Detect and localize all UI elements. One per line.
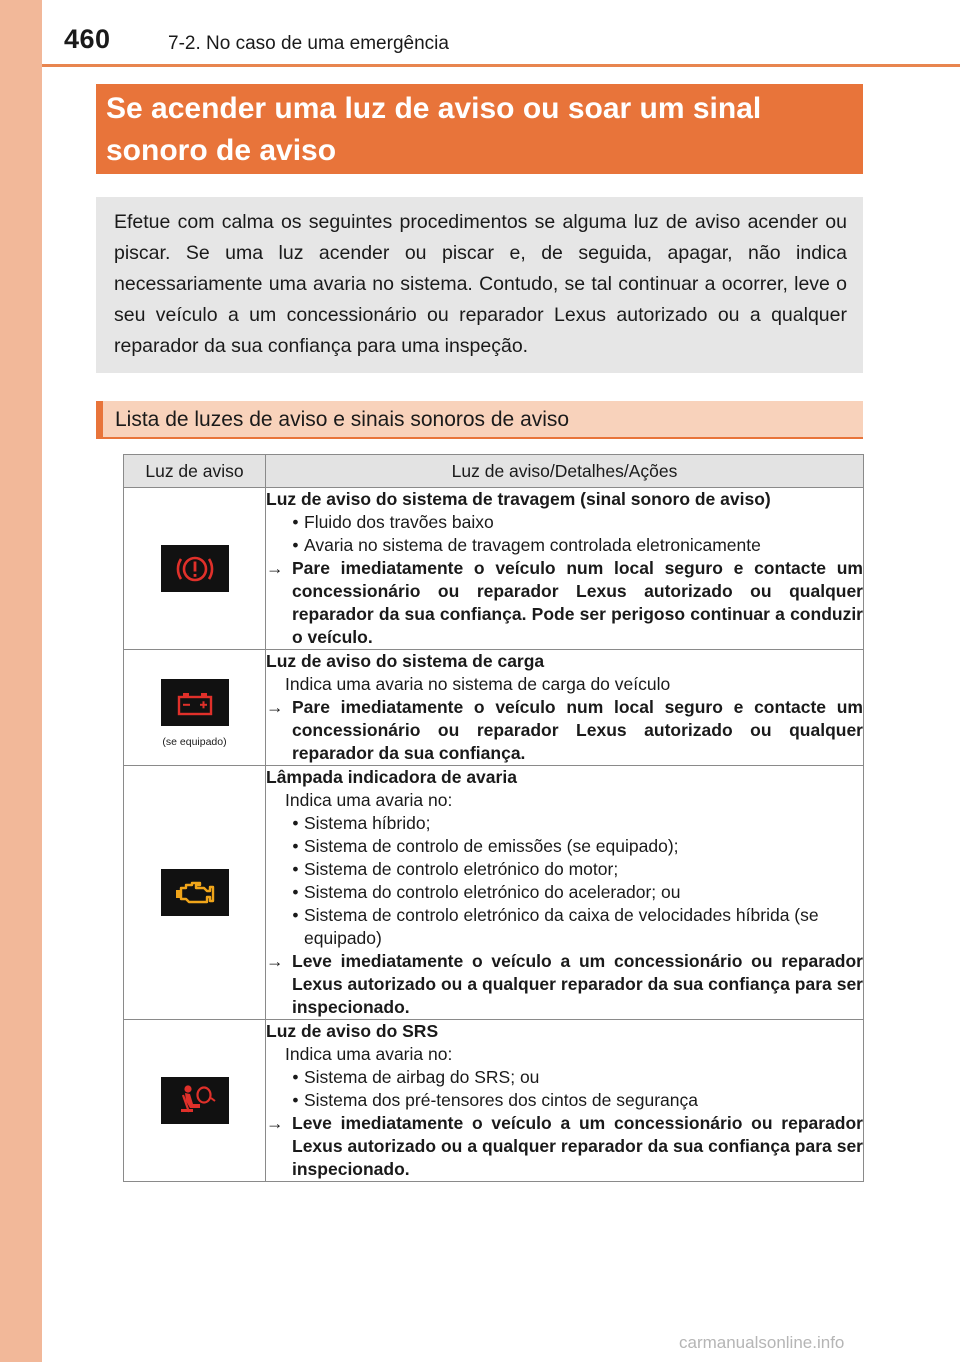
header-rule (42, 64, 960, 67)
warning-lights-table (123, 454, 864, 1182)
list-item: • Sistema de airbag do SRS; ou (266, 1066, 863, 1089)
details-cell (266, 650, 864, 766)
battery-charge-icon (161, 679, 229, 726)
page-number: 460 (64, 24, 111, 54)
column-header-details: Luz de aviso/Detalhes/Ações (266, 455, 864, 488)
details-cell (266, 1020, 864, 1182)
action-text: → Leve imediatamente o veículo a um concessionário ou reparador Lexus autorizado ou a qualquer reparador da sua confiança para ser inspecionado. (266, 950, 863, 1019)
warning-description: Indica uma avaria no sistema de carga do veículo (285, 674, 671, 694)
list-item: • Fluido dos travões baixo (266, 511, 863, 534)
table-row (124, 650, 864, 766)
table-row (124, 1020, 864, 1182)
warning-description: Indica uma avaria no: (285, 1044, 453, 1064)
section-heading: Lista de luzes de aviso e sinais sonoros de aviso (96, 401, 863, 439)
column-header-icon: Luz de aviso (124, 455, 266, 488)
watermark: carmanualsonline.info (679, 1333, 845, 1352)
warning-description: Indica uma avaria no: (285, 790, 453, 810)
check-engine-icon (161, 869, 229, 916)
icon-note: (se equipado) (162, 736, 227, 748)
list-item: • Avaria no sistema de travagem controlada eletronicamente (266, 534, 863, 557)
warning-title: Luz de aviso do sistema de carga (266, 651, 545, 671)
list-item: • Sistema de controlo de emissões (se equipado); (266, 835, 863, 858)
action-text: → Leve imediatamente o veículo a um concessionário ou reparador Lexus autorizado ou a qualquer reparador da sua confiança para ser inspecionado. (266, 1112, 863, 1181)
page-title: Se acender uma luz de aviso ou soar um sinal sonoro de aviso (96, 84, 863, 174)
details-cell (266, 488, 864, 650)
action-text: → Pare imediatamente o veículo num local seguro e contacte um concessionário ou reparador Lexus autorizado ou qualquer reparador da sua confiança. Pode ser perigoso continuar a conduzir o veículo. (266, 557, 863, 649)
details-cell (266, 766, 864, 1020)
list-item: • Sistema híbrido; (266, 812, 863, 835)
list-item: • Sistema de controlo eletrónico do motor; (266, 858, 863, 881)
section-header: 7-2. No caso de uma emergência (168, 33, 449, 54)
list-item: • Sistema dos pré-tensores dos cintos de segurança (266, 1089, 863, 1112)
table-row (124, 766, 864, 1020)
icon-cell (124, 1020, 266, 1182)
side-strip (0, 0, 42, 1362)
action-text: → Pare imediatamente o veículo num local seguro e contacte um concessionário ou reparador Lexus autorizado ou qualquer reparador da sua confiança. (266, 696, 863, 765)
list-item: • Sistema do controlo eletrónico do acelerador; ou (266, 881, 863, 904)
warning-title: Luz de aviso do SRS (266, 1021, 439, 1041)
list-item: • Sistema de controlo eletrónico da caixa de velocidades híbrida (se equipado) (266, 904, 863, 950)
brake-warning-icon (161, 545, 229, 592)
intro-paragraph: Efetue com calma os seguintes procedimentos se alguma luz de aviso acender ou piscar. Se uma luz acender ou piscar e, de seguida, apagar, não indica necessariamente uma avaria no sistema. Contudo, se tal continuar a ocorrer, leve o seu veículo a um concessionário ou reparador Lexus autorizado ou a qualquer reparador da sua confiança para uma inspeção. (96, 197, 863, 373)
srs-airbag-icon (161, 1077, 229, 1124)
warning-title: Lâmpada indicadora de avaria (266, 767, 517, 787)
warning-title: Luz de aviso do sistema de travagem (sinal sonoro de aviso) (266, 489, 771, 509)
icon-cell (124, 650, 266, 766)
icon-cell (124, 766, 266, 1020)
table-row (124, 488, 864, 650)
icon-cell (124, 488, 266, 650)
table-header-row (124, 455, 864, 488)
